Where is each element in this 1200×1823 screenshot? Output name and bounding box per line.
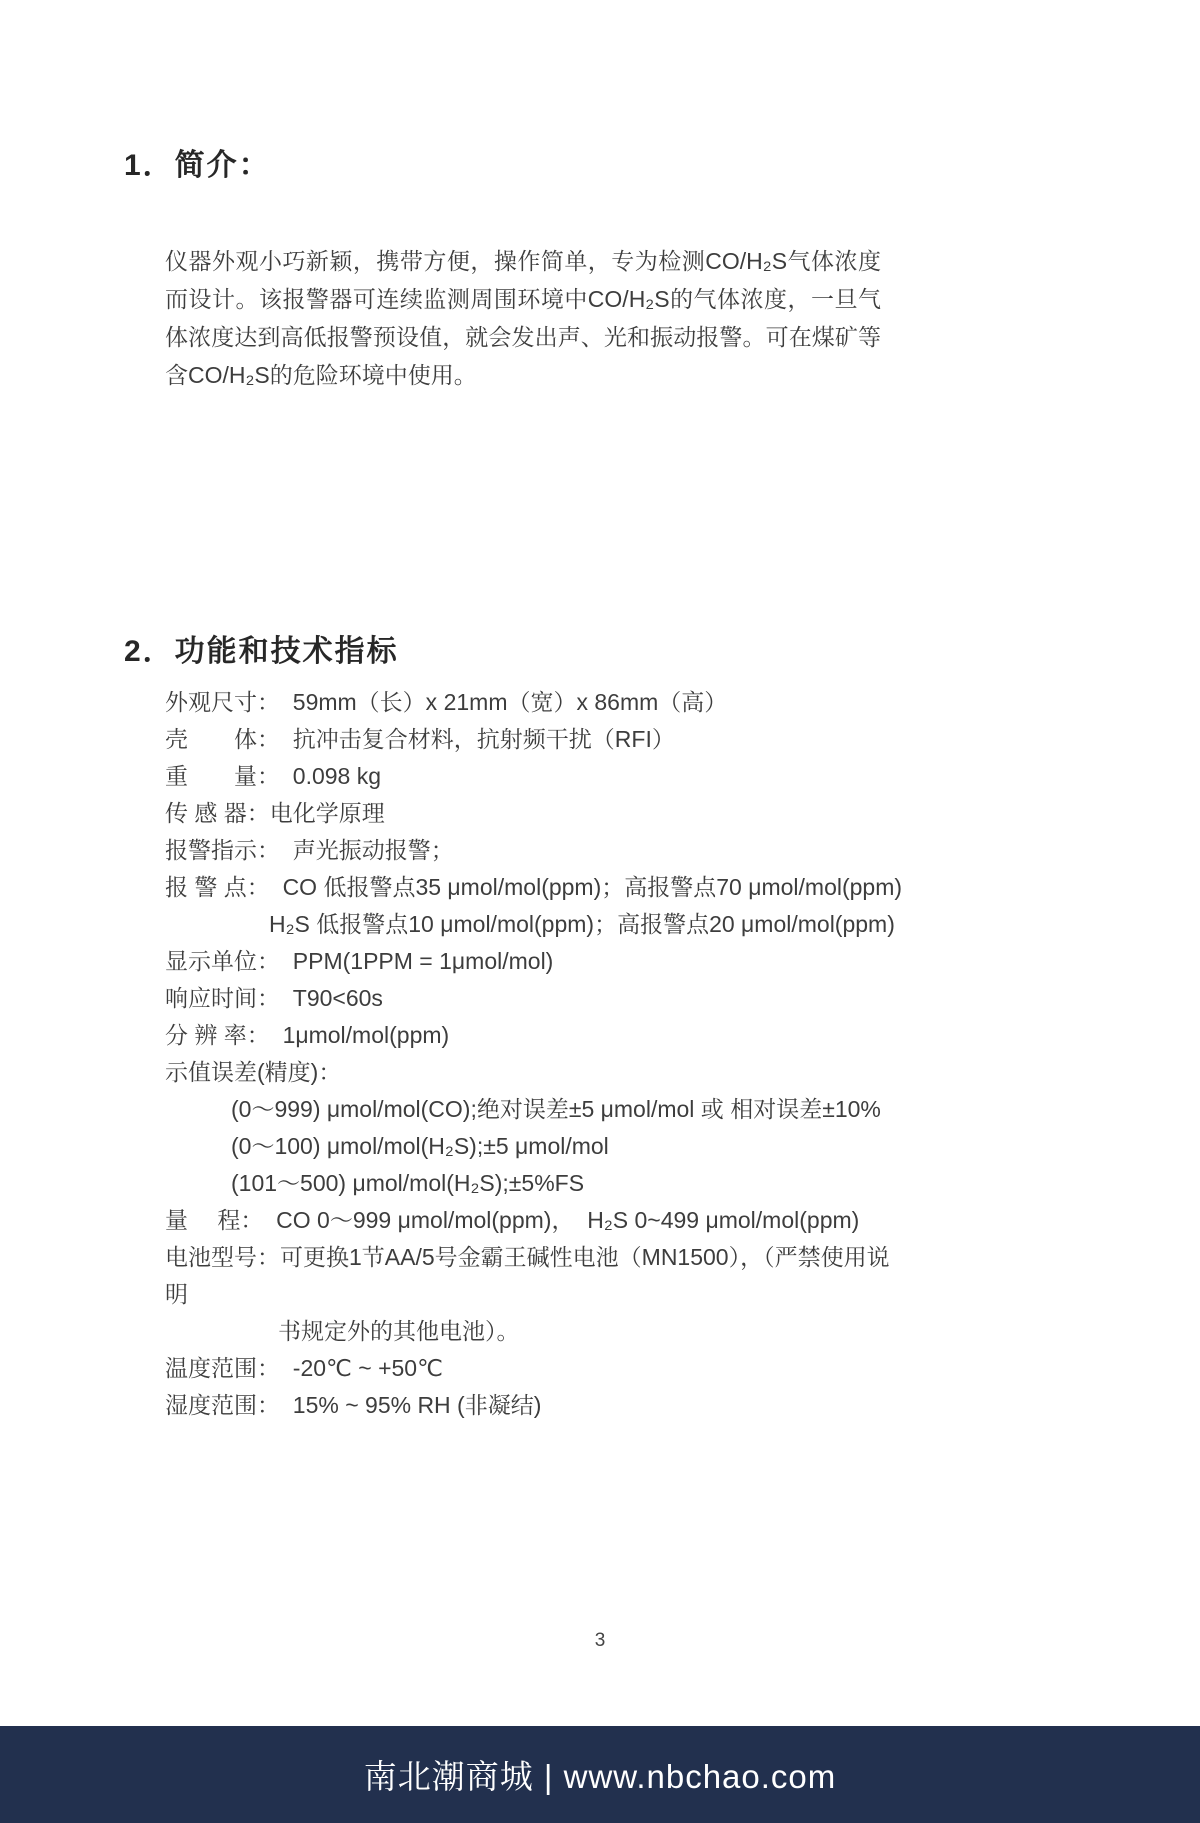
spec-value: (0～999) μmol/mol(CO);绝对误差±5 μmol/mol 或 相对误差±10% — [231, 1096, 881, 1122]
spec-label: 量 程： — [165, 1207, 277, 1233]
spec-label: 传 感 器： — [165, 800, 270, 826]
spec-line-accuracy-h2s-high — [165, 1165, 905, 1202]
spec-value: 可更换1节AA/5号金霸王碱性电池（MN1500），（严禁使用说明 — [165, 1244, 890, 1307]
spec-line-temperature-range — [165, 1350, 905, 1387]
spec-value: 59mm（长）x 21mm（宽）x 86mm（高） — [292, 689, 728, 715]
footer-site-text: 南北潮商城 | www.nbchao.com — [363, 1758, 837, 1795]
page-number: 3 — [594, 1630, 606, 1651]
spec-label: 壳 体： — [165, 726, 293, 752]
section-1-heading: 1．简介： — [124, 149, 271, 182]
spec-value: 0.098 kg — [292, 763, 382, 789]
spec-label: 报警指示： — [165, 837, 293, 863]
spec-value: 15% ~ 95% RH (非凝结) — [292, 1392, 542, 1418]
spec-line-accuracy-co — [165, 1091, 905, 1128]
spec-label: 显示单位： — [165, 948, 293, 974]
spec-label: 外观尺寸： — [165, 689, 293, 715]
spec-value: 抗冲击复合材料，抗射频干扰（RFI） — [292, 726, 675, 752]
spec-value: 书规定外的其他电池）。 — [278, 1318, 520, 1344]
spec-line-resolution — [165, 1017, 905, 1054]
spec-line-alarm-points-co — [165, 869, 905, 906]
spec-line-battery-continued — [165, 1313, 905, 1350]
spec-value: 1μmol/mol(ppm) — [282, 1022, 450, 1048]
spec-line-alarm-indication — [165, 832, 905, 869]
spec-value: T90<60s — [292, 985, 383, 1011]
spec-label: 电池型号： — [165, 1244, 280, 1270]
spec-line-battery — [165, 1239, 905, 1313]
spec-line-range — [165, 1202, 905, 1239]
spec-value: CO 0～999 μmol/mol(ppm)， H₂S 0~499 μmol/mol(ppm) — [276, 1207, 860, 1233]
spec-list — [165, 684, 905, 1424]
spec-label: 分 辨 率： — [165, 1022, 283, 1048]
spec-value: PPM(1PPM = 1μmol/mol) — [292, 948, 554, 974]
section-2-heading: 2．功能和技术指标 — [124, 635, 399, 668]
spec-value: H₂S 低报警点10 μmol/mol(ppm)；高报警点20 μmol/mol(ppm) — [269, 911, 895, 937]
spec-label: 湿度范围： — [165, 1392, 293, 1418]
spec-value: CO 低报警点35 μmol/mol(ppm)；高报警点70 μmol/mol(ppm) — [282, 874, 903, 900]
spec-value: 电化学原理 — [269, 800, 385, 826]
spec-line-sensor — [165, 795, 905, 832]
spec-value: (101～500) μmol/mol(H₂S);±5%FS — [231, 1170, 585, 1196]
spec-line-accuracy-h2s-low — [165, 1128, 905, 1165]
spec-line-dimensions — [165, 684, 905, 721]
spec-line-housing — [165, 721, 905, 758]
spec-label: 示值误差(精度)： — [165, 1059, 342, 1085]
spec-line-display-unit — [165, 943, 905, 980]
spec-line-accuracy-heading — [165, 1054, 905, 1091]
spec-label: 温度范围： — [165, 1355, 293, 1381]
spec-label: 报 警 点： — [165, 874, 283, 900]
spec-label: 重 量： — [165, 763, 293, 789]
spec-line-weight — [165, 758, 905, 795]
spec-value: (0～100) μmol/mol(H₂S);±5 μmol/mol — [231, 1133, 609, 1159]
spec-line-response-time — [165, 980, 905, 1017]
spec-line-humidity-range — [165, 1387, 905, 1424]
intro-paragraph: 仪器外观小巧新颖，携带方便，操作简单，专为检测CO/H₂S气体浓度而设计。该报警器可连续监测周围环境中CO/H₂S的气体浓度，一旦气体浓度达到高低报警预设值，就会发出声、光和振动报警。可在煤矿等含CO/H₂S的危险环境中使用。 — [165, 248, 881, 388]
spec-value: -20℃ ~ +50℃ — [292, 1355, 443, 1381]
spec-label: 响应时间： — [165, 985, 293, 1011]
spec-value: 声光振动报警； — [292, 837, 454, 863]
spec-line-alarm-points-h2s — [165, 906, 905, 943]
footer-bar — [0, 1726, 1200, 1823]
